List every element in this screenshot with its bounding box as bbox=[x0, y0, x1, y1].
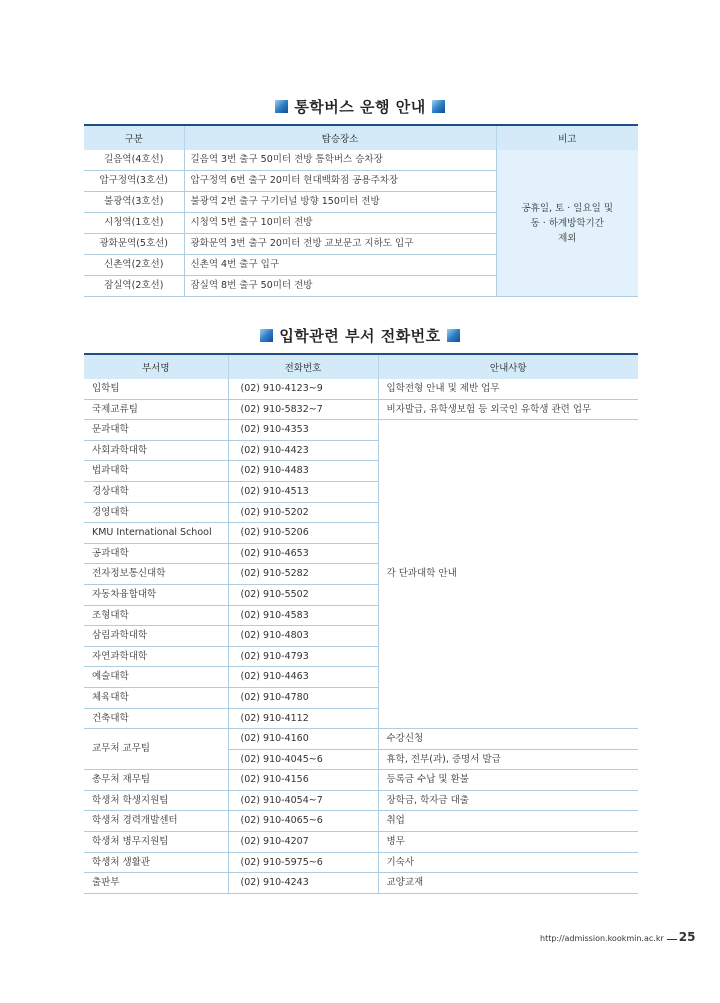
info-cell: 휴학, 전부(과), 증명서 발급 bbox=[378, 749, 638, 770]
phone-cell: (02) 910-4780 bbox=[228, 687, 378, 708]
footer-url: http://admission.kookmin.ac.kr bbox=[540, 934, 664, 943]
col-header-boarding: 탑승장소 bbox=[184, 125, 496, 150]
square-bullet-icon bbox=[260, 329, 273, 342]
table-row bbox=[84, 420, 638, 441]
phone-cell: (02) 910-4112 bbox=[228, 708, 378, 729]
table-row bbox=[84, 832, 638, 853]
phone-cell: (02) 910-4065~6 bbox=[228, 811, 378, 832]
phone-cell: (02) 910-4793 bbox=[228, 646, 378, 667]
page-footer bbox=[540, 930, 695, 944]
phone-cell: (02) 910-4045~6 bbox=[228, 749, 378, 770]
place-cell: 시청역 5번 출구 10미터 전방 bbox=[184, 213, 496, 234]
table-row bbox=[84, 399, 638, 420]
info-cell: 기숙사 bbox=[378, 852, 638, 873]
square-bullet-icon bbox=[275, 100, 288, 113]
info-cell: 입학전형 안내 및 제반 업무 bbox=[378, 379, 638, 399]
note-line: 공휴일, 토 · 일요일 및 bbox=[521, 202, 614, 214]
info-cell: 수강신청 bbox=[378, 729, 638, 750]
page-number: 25 bbox=[678, 930, 696, 944]
bus-section-title bbox=[0, 96, 720, 117]
dept-cell: 자연과학대학 bbox=[84, 646, 228, 667]
square-bullet-icon bbox=[432, 100, 445, 113]
phone-cell: (02) 910-5832~7 bbox=[228, 399, 378, 420]
note-line: 제외 bbox=[558, 232, 577, 244]
dept-cell: 예술대학 bbox=[84, 667, 228, 688]
info-cell: 취업 bbox=[378, 811, 638, 832]
table-row bbox=[84, 150, 638, 171]
dept-cell: 자동차융합대학 bbox=[84, 584, 228, 605]
phone-cell: (02) 910-4583 bbox=[228, 605, 378, 626]
place-cell: 신촌역 4번 출구 입구 bbox=[184, 255, 496, 276]
dept-cell: 경상대학 bbox=[84, 481, 228, 502]
dept-cell: 문과대학 bbox=[84, 420, 228, 441]
phone-cell: (02) 910-5975~6 bbox=[228, 852, 378, 873]
col-header-division: 구분 bbox=[84, 125, 184, 150]
dept-cell: 학생처 병무지원팀 bbox=[84, 832, 228, 853]
phone-cell: (02) 910-4653 bbox=[228, 543, 378, 564]
col-header-dept: 부서명 bbox=[84, 354, 228, 379]
col-header-info: 안내사항 bbox=[378, 354, 638, 379]
bus-table bbox=[84, 124, 638, 297]
dept-cell: 경영대학 bbox=[84, 502, 228, 523]
phone-cell: (02) 910-4160 bbox=[228, 729, 378, 750]
table-row bbox=[84, 852, 638, 873]
table-row bbox=[84, 811, 638, 832]
info-cell: 병무 bbox=[378, 832, 638, 853]
phone-cell: (02) 910-4123~9 bbox=[228, 379, 378, 399]
phone-title-text: 입학관련 부서 전화번호 bbox=[279, 327, 441, 345]
phone-section-title bbox=[0, 325, 720, 346]
dept-cell: 국제교류팀 bbox=[84, 399, 228, 420]
footer-dash bbox=[667, 939, 677, 940]
table-row bbox=[84, 379, 638, 399]
phone-cell: (02) 910-5502 bbox=[228, 584, 378, 605]
dept-cell: 체육대학 bbox=[84, 687, 228, 708]
dept-cell: 전자정보통신대학 bbox=[84, 564, 228, 585]
phone-cell: (02) 910-4513 bbox=[228, 481, 378, 502]
phone-cell: (02) 910-4243 bbox=[228, 873, 378, 894]
phone-cell: (02) 910-4483 bbox=[228, 461, 378, 482]
station-cell: 길음역(4호선) bbox=[84, 150, 184, 171]
dept-cell: 총무처 재무팀 bbox=[84, 770, 228, 791]
info-cell: 비자발급, 유학생보험 등 외국인 유학생 관련 업무 bbox=[378, 399, 638, 420]
phone-cell: (02) 910-5202 bbox=[228, 502, 378, 523]
phone-table bbox=[84, 353, 638, 894]
station-cell: 불광역(3호선) bbox=[84, 192, 184, 213]
table-row bbox=[84, 790, 638, 811]
station-cell: 시청역(1호선) bbox=[84, 213, 184, 234]
phone-cell: (02) 910-4803 bbox=[228, 626, 378, 647]
dept-cell: 출판부 bbox=[84, 873, 228, 894]
dept-cell: 법과대학 bbox=[84, 461, 228, 482]
table-row bbox=[84, 873, 638, 894]
dept-cell: 입학팀 bbox=[84, 379, 228, 399]
place-cell: 광화문역 3번 출구 20미터 전방 교보문고 지하도 입구 bbox=[184, 234, 496, 255]
place-cell: 길음역 3번 출구 50미터 전방 통학버스 승차장 bbox=[184, 150, 496, 171]
phone-cell: (02) 910-4156 bbox=[228, 770, 378, 791]
col-header-phone: 전화번호 bbox=[228, 354, 378, 379]
station-cell: 압구정역(3호선) bbox=[84, 171, 184, 192]
dept-cell: 학생처 경력개발센터 bbox=[84, 811, 228, 832]
phone-cell: (02) 910-4463 bbox=[228, 667, 378, 688]
square-bullet-icon bbox=[447, 329, 460, 342]
dept-cell: 학생처 생활관 bbox=[84, 852, 228, 873]
phone-cell: (02) 910-4353 bbox=[228, 420, 378, 441]
station-cell: 신촌역(2호선) bbox=[84, 255, 184, 276]
bus-title-text: 통학버스 운행 안내 bbox=[294, 98, 426, 116]
place-cell: 잠실역 8번 출구 50미터 전방 bbox=[184, 276, 496, 297]
phone-cell: (02) 910-4207 bbox=[228, 832, 378, 853]
phone-cell: (02) 910-5282 bbox=[228, 564, 378, 585]
table-row bbox=[84, 729, 638, 750]
phone-header-row bbox=[84, 354, 638, 379]
note-cell bbox=[496, 150, 638, 297]
dept-cell: 사회과학대학 bbox=[84, 440, 228, 461]
info-cell: 교양교재 bbox=[378, 873, 638, 894]
bus-header-row bbox=[84, 125, 638, 150]
phone-cell: (02) 910-4054~7 bbox=[228, 790, 378, 811]
phone-cell: (02) 910-4423 bbox=[228, 440, 378, 461]
dept-cell: 공과대학 bbox=[84, 543, 228, 564]
place-cell: 압구정역 6번 출구 20미터 현대백화점 공용주차장 bbox=[184, 171, 496, 192]
info-cell: 장학금, 학자금 대출 bbox=[378, 790, 638, 811]
info-cell: 등록금 수납 및 환불 bbox=[378, 770, 638, 791]
place-cell: 불광역 2번 출구 구기터널 방향 150미터 전방 bbox=[184, 192, 496, 213]
station-cell: 광화문역(5호선) bbox=[84, 234, 184, 255]
dept-cell: 학생처 학생지원팀 bbox=[84, 790, 228, 811]
dept-cell: 조형대학 bbox=[84, 605, 228, 626]
dept-cell: KMU International School bbox=[84, 523, 228, 544]
dept-cell: 삼림과학대학 bbox=[84, 626, 228, 647]
col-header-note: 비고 bbox=[496, 125, 638, 150]
note-line: 동 · 하계방학기간 bbox=[530, 217, 604, 229]
phone-cell: (02) 910-5206 bbox=[228, 523, 378, 544]
dept-cell: 교무처 교무팀 bbox=[84, 729, 228, 770]
college-info-cell: 각 단과대학 안내 bbox=[378, 420, 638, 729]
table-row bbox=[84, 770, 638, 791]
station-cell: 잠실역(2호선) bbox=[84, 276, 184, 297]
dept-cell: 건축대학 bbox=[84, 708, 228, 729]
